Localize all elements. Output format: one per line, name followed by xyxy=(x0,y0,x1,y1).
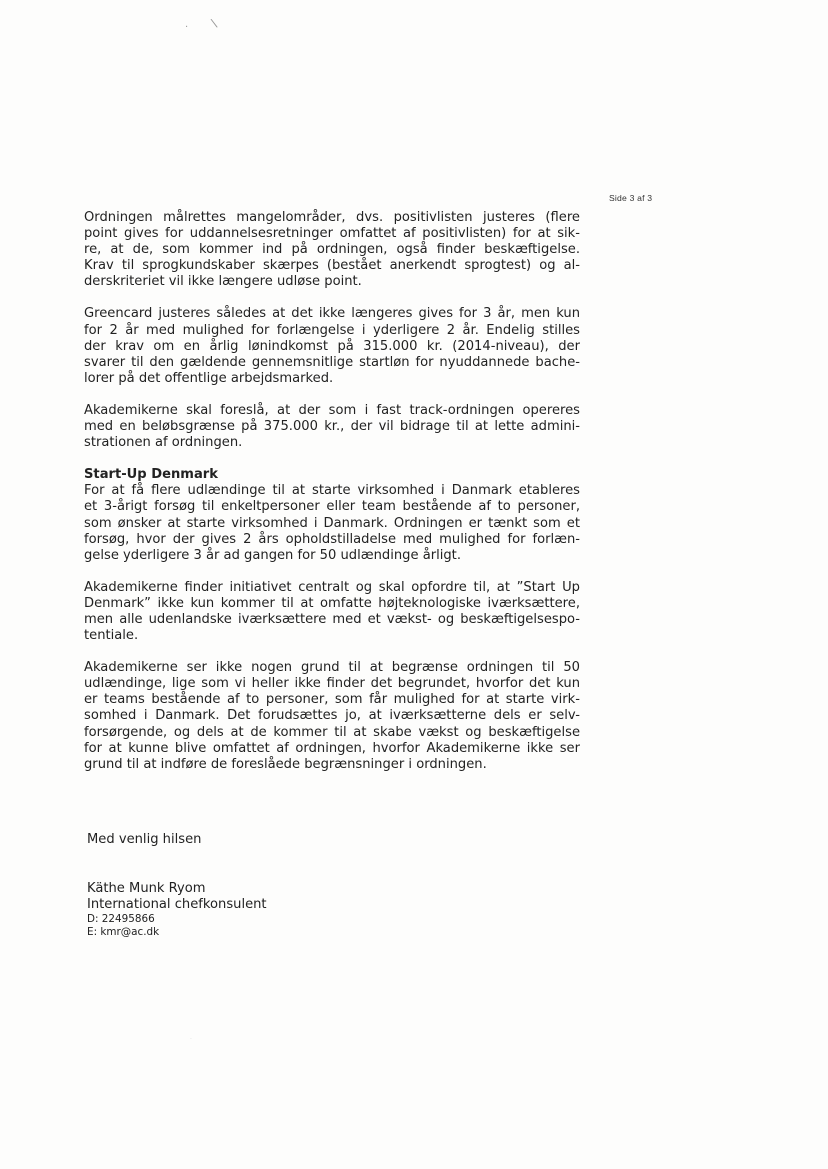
text-line: forsøg, hvor der gives 2 års opholdstilladelse med mulighed for forlæn- xyxy=(84,531,580,547)
text-line: for 2 år med mulighed for forlængelse i yderligere 2 år. Endelig stilles xyxy=(84,322,580,338)
section-start-up-denmark xyxy=(84,467,580,773)
paragraph-startup-limits xyxy=(84,660,580,773)
text-line: med en beløbsgrænse på 375.000 kr., der vil bidrage til at lette admini- xyxy=(84,419,580,435)
text-line: forsørgende, og dels at de kommer til at skabe vækst og beskæftigelse xyxy=(84,724,580,740)
text-line: grund til at indføre de foreslåede begrænsninger i ordningen. xyxy=(84,756,487,772)
text-line: udlændinge, lige som vi heller ikke finder det begrundet, hvorfor det kun xyxy=(84,676,580,692)
signature-block xyxy=(87,881,267,913)
text-line: for at kunne blive omfattet af ordningen, hvorfor Akademikerne ikke ser xyxy=(84,740,580,756)
section-heading: Start-Up Denmark xyxy=(84,467,218,483)
page-number: Side 3 af 3 xyxy=(609,193,653,203)
text-line: Akademikerne finder initiativet centralt og skal opfordre til, at ”Start Up xyxy=(84,579,580,595)
text-line: Denmark” ikke kun kommer til at omfatte højteknologiske iværksættere, xyxy=(84,595,580,611)
text-line: er teams bestående af to personer, som får mulighed for at starte virk- xyxy=(84,692,580,708)
text-line: men alle udenlandske iværksættere med et vækst- og beskæftigelsespo- xyxy=(84,611,580,627)
text-line: strationen af ordningen. xyxy=(84,435,243,451)
text-line: lorer på det offentlige arbejdsmarked. xyxy=(84,370,334,386)
text-line: Krav til sprogkundskaber skærpes (bestået anerkendt sprogtest) og al- xyxy=(84,258,580,274)
signer-name: Käthe Munk Ryom xyxy=(87,881,206,896)
contact-phone: D: 22495866 xyxy=(87,913,155,925)
contact-block xyxy=(87,913,159,939)
scan-speck: · xyxy=(185,22,189,33)
text-line: re, at de, som kommer ind på ordningen, også finder beskæftigelse. xyxy=(84,242,580,258)
text-line: et 3-årigt forsøg til enkeltpersoner eller team bestående af to personer, xyxy=(84,499,580,515)
scan-speck: · xyxy=(190,1036,192,1043)
paragraph-positivlisten xyxy=(84,210,580,290)
paragraph-greencard xyxy=(84,306,580,386)
contact-email: E: kmr@ac.dk xyxy=(87,926,160,938)
paragraph-startup-intro xyxy=(84,483,580,563)
text-line: som ønsker at starte virksomhed i Danmark. Ordningen er tænkt som et xyxy=(84,515,580,531)
text-line: svarer til den gældende gennemsnitlige startløn for nyuddannede bache- xyxy=(84,354,580,370)
scan-speck: \ xyxy=(209,15,219,31)
text-line: Greencard justeres således at det ikke længeres gives for 3 år, men kun xyxy=(84,306,580,322)
text-line: somhed i Danmark. Det forudsættes jo, at iværksætterne dels er selv- xyxy=(84,708,580,724)
text-line: Ordningen målrettes mangelområder, dvs. positivlisten justeres (flere xyxy=(84,210,580,225)
text-line: tentiale. xyxy=(84,628,139,644)
text-line: derskriteriet vil ikke længere udløse point. xyxy=(84,274,362,290)
text-line: Akademikerne ser ikke nogen grund til at begrænse ordningen til 50 xyxy=(84,660,580,676)
paragraph-beloebsgraense xyxy=(84,403,580,451)
text-line: For at få flere udlændinge til at starte virksomhed i Danmark etableres xyxy=(84,483,580,499)
text-line: der krav om en årlig lønindkomst på 315.000 kr. (2014-niveau), der xyxy=(84,338,580,354)
text-line: Akademikerne skal foreslå, at der som i fast track-ordningen opereres xyxy=(84,402,580,418)
closing-greeting: Med venlig hilsen xyxy=(87,832,202,847)
signer-title: International chefkonsulent xyxy=(87,897,267,912)
letter-body xyxy=(84,210,580,789)
paragraph-startup-opinion xyxy=(84,580,580,644)
text-line: point gives for uddannelsesretninger omfattet af positivlisten) for at sik- xyxy=(84,226,580,242)
text-line: gelse yderligere 3 år ad gangen for 50 udlændinge årligt. xyxy=(84,547,461,563)
